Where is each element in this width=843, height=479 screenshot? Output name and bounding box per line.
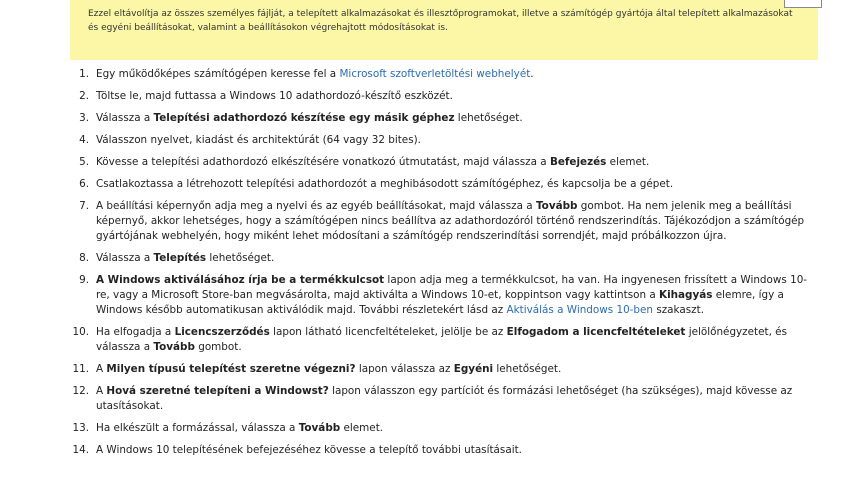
step-number: 7. [79, 200, 89, 212]
activation-link[interactable]: Aktiválás a Windows 10-ben [506, 304, 654, 316]
step-text: gombot. [194, 341, 242, 353]
step-text: Kövesse a telepítési adathordozó elkészítésére vonatkozó útmutatást, majd válassza a [96, 156, 550, 168]
step-emphasis: Egyéni [453, 363, 494, 375]
warning-note-text: Ezzel eltávolítja az összes személyes fájlját, a telepített alkalmazásokat és illesztőprogramokat, illetve a számítógép gyártója által telepített alkalmazásokat és egyéni beállításokat, valamint a beállításokon végrehajtott módosításokat is. [88, 9, 793, 33]
step-text: Válassza a [96, 252, 154, 264]
step-text: Egy működőképes számítógépen keresse fel a [96, 68, 340, 80]
list-item [60, 273, 820, 318]
list-item [60, 362, 820, 377]
microsoft-download-link[interactable]: Microsoft szoftverletöltési webhelyét [339, 68, 531, 80]
step-number: 2. [79, 90, 89, 102]
step-text: jelölőnégyzetet, és válassza a [96, 326, 787, 353]
step-emphasis: Tovább [535, 200, 578, 212]
list-item [60, 155, 820, 170]
scrollbar-thumb[interactable] [784, 0, 822, 8]
step-emphasis: Tovább [153, 341, 195, 353]
step-number: 8. [79, 252, 89, 264]
step-emphasis: Licencszerződés [174, 326, 270, 338]
step-text: gombot. Ha nem jelenik meg a beállítási képernyő, akkor lehetséges, hogy a számítógépen nincs beállítva az adathordozóról történő rendszerindítás. Tájékozódjon a számítógép gyártójának webhelyén, hogy miként lehet módosítani a számítógép rendszerindítási sorrendjét, majd próbálkozzon újra. [96, 200, 805, 242]
step-number: 13. [72, 422, 89, 434]
step-text: A [96, 385, 107, 397]
step-text: Válassza a [96, 112, 154, 124]
step-text: lapon válasszon egy partíciót és formázási lehetőséget (ha szükséges), majd kövesse az utasításokat. [96, 385, 793, 412]
step-text: szakaszt. [653, 304, 704, 316]
list-item [60, 111, 820, 126]
step-number: 12. [72, 385, 89, 397]
step-emphasis: Telepítés [153, 252, 207, 264]
step-text: lehetőséget. [493, 363, 562, 375]
step-text: . [530, 68, 534, 80]
step-number: 5. [79, 156, 89, 168]
step-number: 9. [79, 274, 89, 286]
step-emphasis: A Windows aktiválásához írja be a termékkulcsot [96, 274, 385, 286]
step-text: elemet. [606, 156, 650, 168]
step-text: lehetőséget. [454, 112, 523, 124]
step-text: Ha elkészült a formázással, válassza a [96, 422, 299, 434]
step-text: elemre, így a Windows később automatikusan aktiválódik majd. További részletekért lásd az [96, 289, 784, 316]
step-number: 4. [79, 134, 89, 146]
step-text: A beállítási képernyőn adja meg a nyelvi és az egyéb beállításokat, majd válassza a [96, 200, 536, 212]
step-emphasis: Hová szeretné telepíteni a Windowst? [106, 385, 329, 397]
list-item [60, 421, 820, 436]
step-text: Ha elfogadja a [96, 326, 175, 338]
step-emphasis: Telepítési adathordozó készítése egy másik géphez [153, 112, 455, 124]
step-text: Csatlakoztassa a létrehozott telepítési adathordozót a meghibásodott számítógéphez, és kapcsolja be a gépet. [96, 178, 674, 190]
step-text: lehetőséget. [206, 252, 275, 264]
step-emphasis: Befejezés [549, 156, 607, 168]
step-number: 10. [72, 326, 89, 338]
step-text: lapon válassza az [355, 363, 454, 375]
step-emphasis: Milyen típusú telepítést szeretne végezni? [106, 363, 356, 375]
step-number: 11. [72, 363, 89, 375]
list-item [60, 384, 820, 414]
list-item [60, 177, 820, 192]
list-item [60, 251, 820, 266]
step-text: lapon látható licencfeltételeket, jelölje be az [269, 326, 507, 338]
step-number: 1. [79, 68, 89, 80]
list-item [60, 443, 820, 458]
list-item [60, 325, 820, 355]
list-item [60, 67, 820, 82]
list-item [60, 133, 820, 148]
list-item [60, 199, 820, 244]
warning-note [70, 0, 818, 60]
steps-list [60, 67, 820, 465]
step-emphasis: Tovább [298, 422, 341, 434]
step-text: Töltse le, majd futtassa a Windows 10 adathordozó-készítő eszközét. [96, 90, 453, 102]
list-item [60, 89, 820, 104]
step-number: 14. [72, 444, 89, 456]
step-text: Válasszon nyelvet, kiadást és architektúrát (64 vagy 32 bites). [96, 134, 421, 146]
step-emphasis: Kihagyás [659, 289, 713, 301]
step-text: A Windows 10 telepítésének befejezéséhez kövesse a telepítő további utasításait. [96, 444, 522, 456]
step-number: 6. [79, 178, 89, 190]
step-number: 3. [79, 112, 89, 124]
step-emphasis: Elfogadom a licencfeltételeket [506, 326, 686, 338]
step-text: elemet. [340, 422, 384, 434]
step-text: A [96, 363, 107, 375]
step-text: lapon adja meg a termékkulcsot, ha van. Ha ingyenesen frissített a Windows 10-re, vagy a Microsoft Store-ban megvásárolta, majd aktiválta a Windows 10-et, koppintson vagy kattintson a [96, 274, 808, 301]
